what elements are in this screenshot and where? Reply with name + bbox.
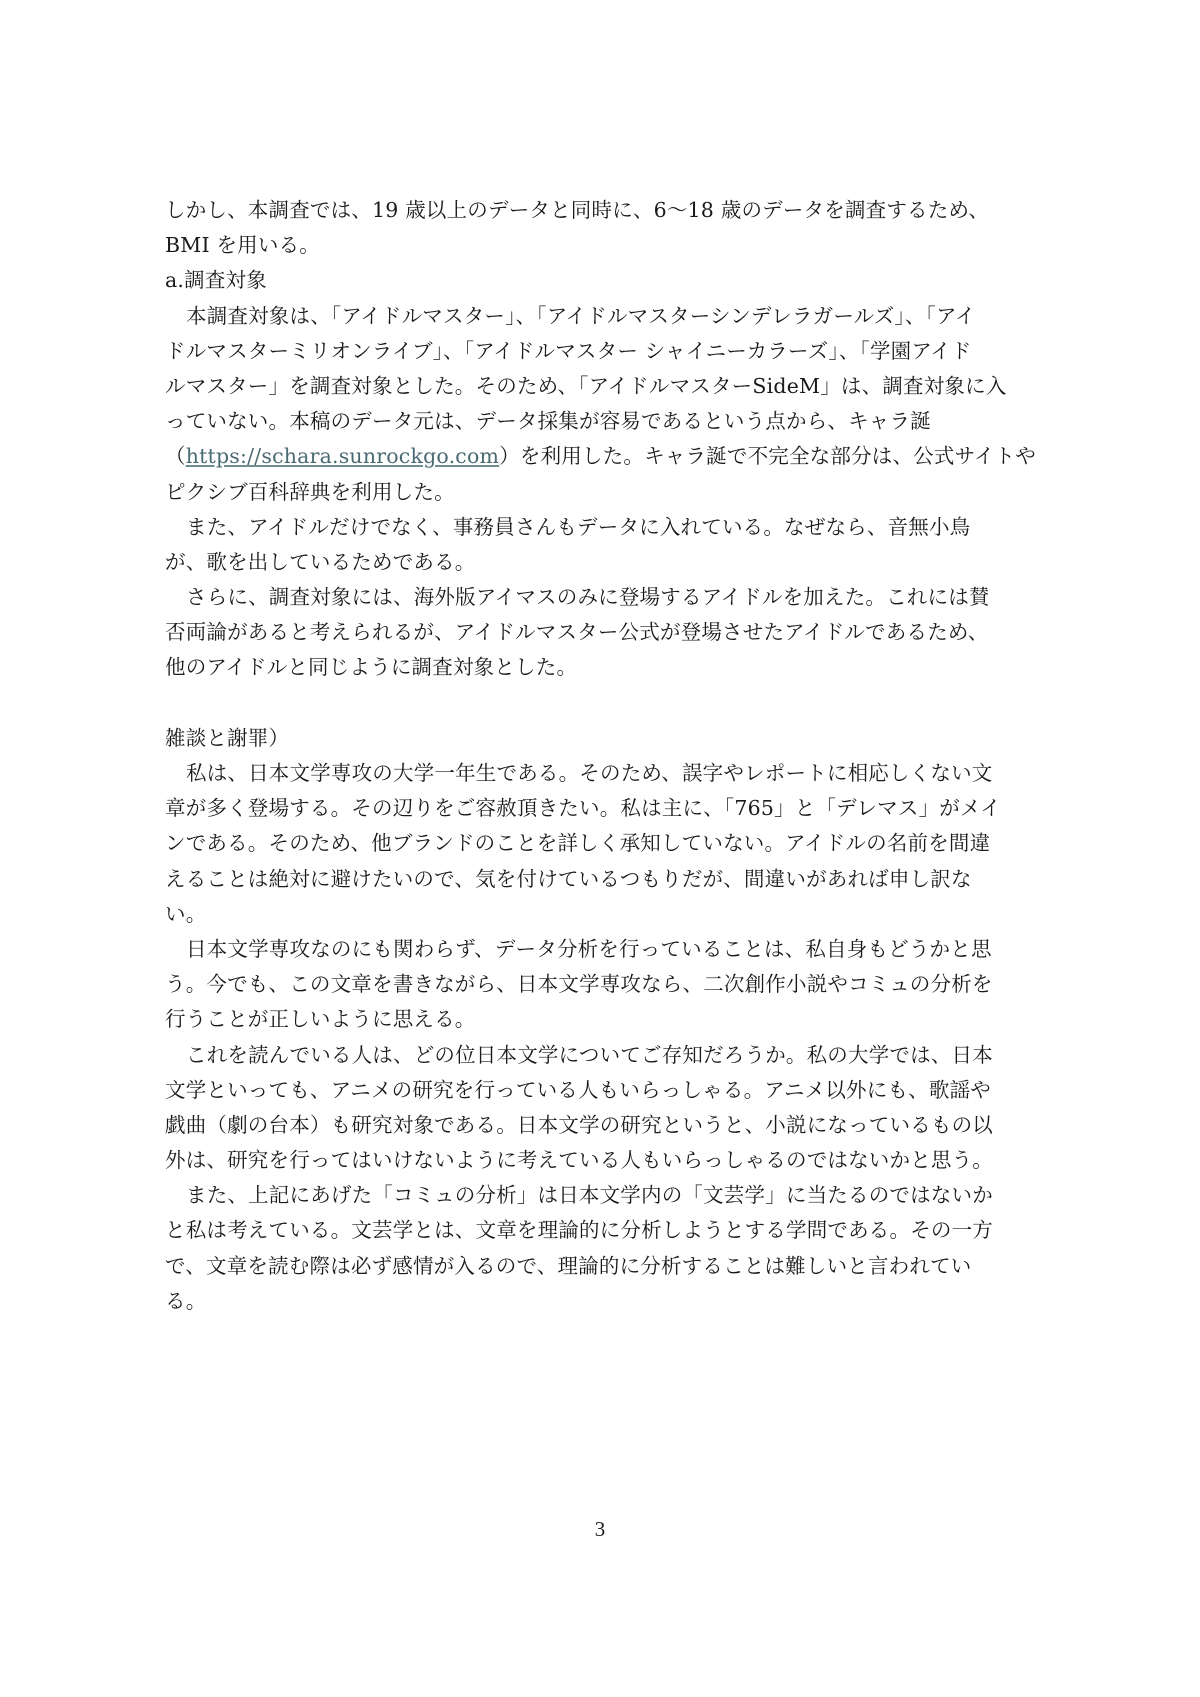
body-line: 私は、日本文学専攻の大学一年生である。そのため、誤字やレポートに相応しくない文	[186, 761, 993, 785]
body-line: う。今でも、この文章を書きながら、日本文学専攻なら、二次創作小説やコミュの分析を	[165, 972, 993, 997]
link-line-rest: ）を利用した。キャラ誕で不完全な部分は、公式サイトや	[499, 444, 1036, 469]
document-page	[165, 193, 1045, 1319]
body-line: 日本文学専攻なのにも関わらず、データ分析を行っていることは、私自身もどうかと思	[186, 936, 992, 961]
body-line: で、文章を読む際は必ず感情が入るので、理論的に分析することは難しいと言われてい	[165, 1253, 972, 1278]
body-line: 行うことが正しいように思える。	[165, 1007, 476, 1032]
body-line: 否両論があると考えられるが、アイドルマスター公式が登場させたアイドルであるため、	[165, 620, 989, 645]
body-line: ルマスター」を調査対象とした。そのため、「アイドルマスターSideM」は、調査対象に入	[165, 373, 1007, 398]
blank-line	[165, 686, 1045, 721]
body-line: 章が多く登場する。その辺りをご容赦頂きたい。私は主に、「765」と「デレマス」がメイ	[165, 796, 1001, 821]
page-number: 3	[594, 1517, 606, 1541]
body-line: さらに、調査対象には、海外版アイマスのみに登場するアイドルを加えた。これには賛	[186, 585, 990, 610]
body-line: また、上記にあげた「コミュの分析」は日本文学内の「文芸学」に当たるのではないか	[186, 1183, 993, 1208]
body-line-with-link	[165, 439, 1045, 474]
body-line: これを読んでいる人は、どの位日本文学についてご存知だろうか。私の大学では、日本	[186, 1042, 993, 1067]
body-line: ンである。そのため、他ブランドのことを詳しく承知していない。アイドルの名前を間違	[165, 831, 991, 856]
open-paren: （	[165, 444, 186, 469]
body-line: ピクシブ百科辞典を利用した。	[165, 479, 455, 504]
body-line: と私は考えている。文芸学とは、文章を理論的に分析しようとする学問である。その一方	[165, 1218, 993, 1243]
body-line: る。	[165, 1288, 207, 1313]
body-line: BMI を用いる。	[165, 233, 320, 258]
section-heading-chat: 雑談と謝罪）	[165, 725, 290, 750]
body-line: 外は、研究を行ってはいけないように考えている人もいらっしゃるのではないかと思う。	[165, 1148, 993, 1173]
body-line: 文学といっても、アニメの研究を行っている人もいらっしゃる。アニメ以外にも、歌謡や	[165, 1077, 991, 1102]
body-line: 他のアイドルと同じように調査対象とした。	[165, 655, 578, 680]
body-line: また、アイドルだけでなく、事務員さんもデータに入れている。なぜなら、音無小鳥	[186, 514, 971, 539]
body-line: 戯曲（劇の台本）も研究対象である。日本文学の研究というと、小説になっているもの以	[165, 1112, 993, 1137]
body-line: 本調査対象は、「アイドルマスター」、「アイドルマスターシンデレラガールズ」、「アイ	[186, 303, 976, 328]
body-line: えることは絶対に避けたいので、気を付けているつもりだが、間違いがあれば申し訳な	[165, 866, 972, 891]
body-line: ドルマスターミリオンライブ」、「アイドルマスター シャイニーカラーズ」、「学園アイド	[165, 338, 972, 363]
body-line: っていない。本稿のデータ元は、データ採集が容易であるという点から、キャラ誕	[165, 409, 931, 434]
section-heading-survey-target: a.調査対象	[165, 268, 267, 293]
body-line: しかし、本調査では、19 歳以上のデータと同時に、6～18 歳のデータを調査するため、	[165, 198, 990, 222]
body-line: が、歌を出しているためである。	[165, 549, 476, 574]
source-link[interactable]: https://schara.sunrockgo.com	[185, 444, 500, 469]
body-line: い。	[165, 901, 207, 926]
